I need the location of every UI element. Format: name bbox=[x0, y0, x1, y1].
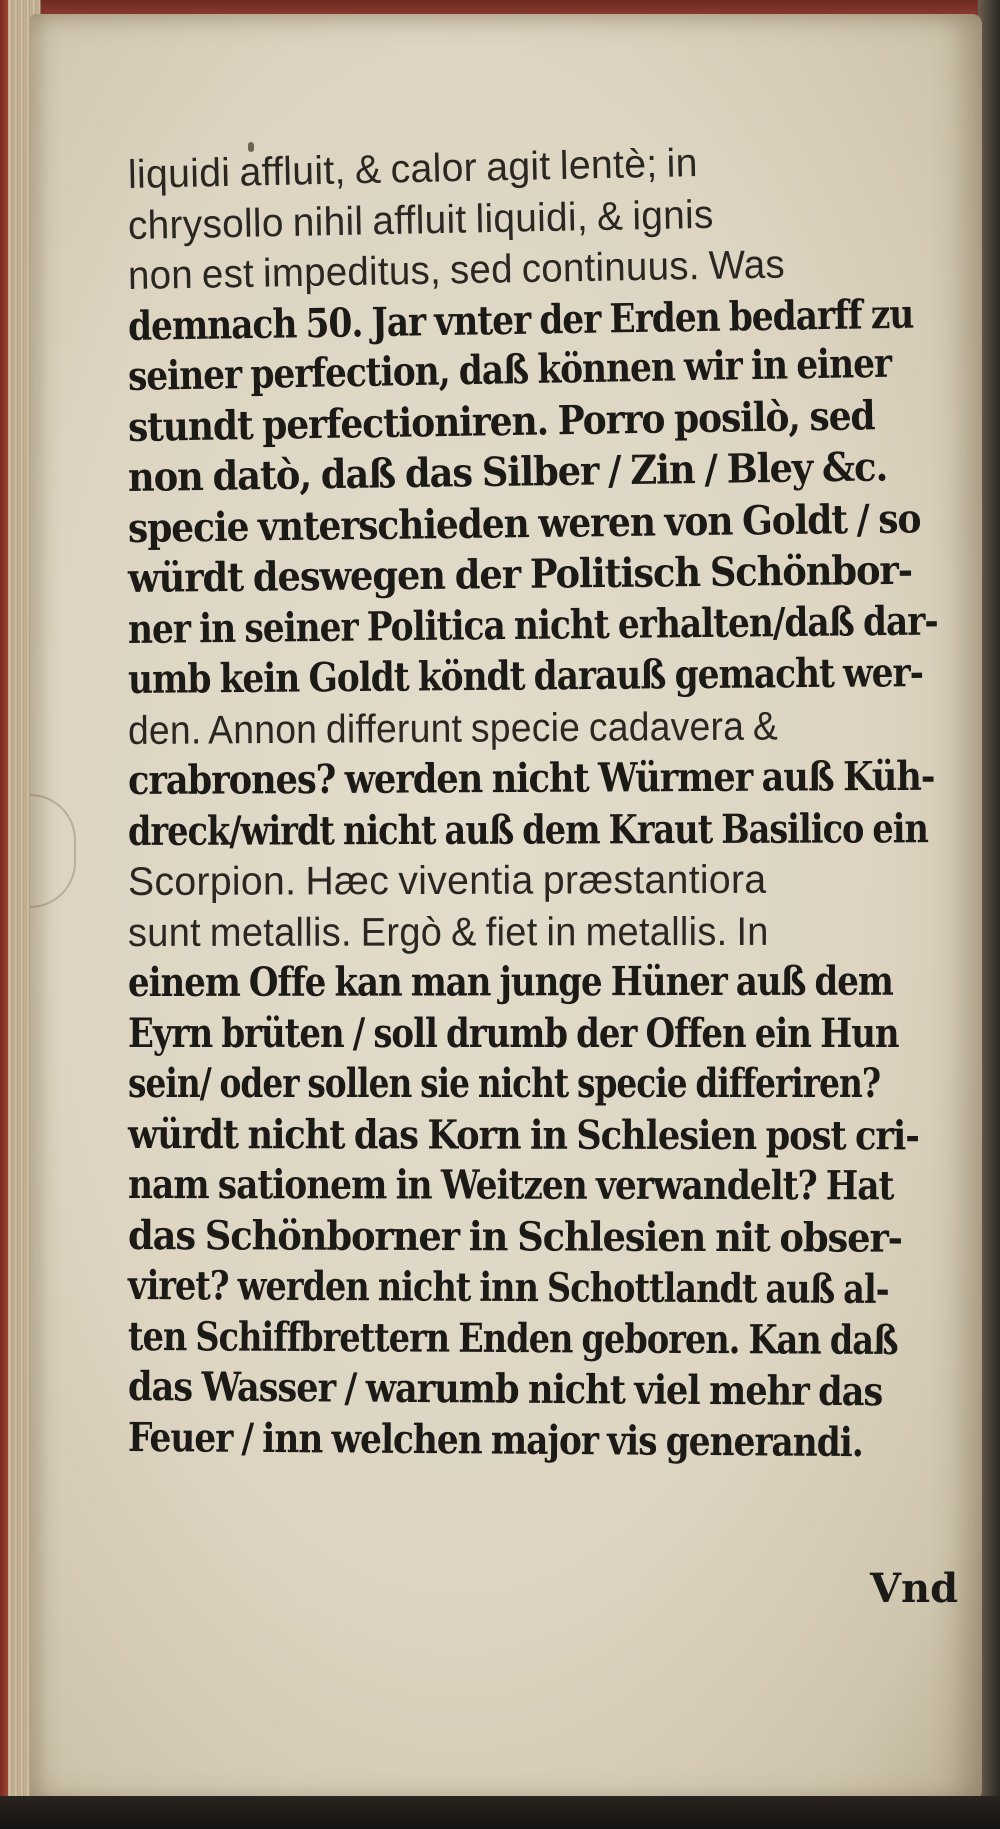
text-line-26: Feuer / inn welchen major vis generandi. bbox=[127, 1413, 863, 1466]
text-line-3: non est impeditus, sed continuus. Was bbox=[127, 242, 786, 298]
text-line-1: liquidi affluit, & calor agit lentè; in bbox=[127, 141, 699, 197]
text-line-22: das Schönborner in Schlesien nit obser- bbox=[127, 1211, 902, 1262]
binding-edge bbox=[0, 0, 8, 1829]
text-line-15: Scorpion. Hæc viventia præstantiora bbox=[127, 857, 767, 904]
text-line-8: specie vnterschieden weren von Goldt / so bbox=[127, 494, 921, 552]
page-text bbox=[127, 141, 968, 1466]
text-line-14: dreck/wirdt nicht auß dem Kraut Basilico ein bbox=[127, 804, 929, 855]
text-line-16: sunt metallis. Ergò & fiet in metallis. In bbox=[127, 909, 769, 955]
text-line-17: einem Offe kan man junge Hüner auß dem bbox=[127, 957, 893, 1006]
text-line-4: demnach 50. Jar vnter der Erden bedarff zu bbox=[127, 290, 914, 350]
text-line-21: nam sationem in Weitzen verwandelt? Hat bbox=[127, 1161, 894, 1210]
text-line-9: würdt deswegen der Politisch Schönbor- bbox=[127, 546, 913, 602]
text-line-11: umb kein Goldt köndt darauß gemacht wer- bbox=[127, 649, 924, 703]
text-line-19: sein/ oder sollen sie nicht specie differiren? bbox=[128, 1060, 881, 1107]
text-line-25: das Wasser / warumb nicht viel mehr das bbox=[127, 1363, 883, 1416]
text-line-2: chrysollo nihil affluit liquidi, & ignis bbox=[127, 192, 714, 248]
text-line-5: seiner perfection, daß können wir in einer bbox=[127, 339, 892, 400]
text-line-18: Eyrn brüten / soll drumb der Offen ein Hun bbox=[128, 1009, 899, 1057]
catchword: Vnd bbox=[870, 1565, 959, 1612]
text-line-7: non datò, daß das Silber / Zin / Bley &c. bbox=[127, 443, 888, 501]
text-line-20: würdt nicht das Korn in Schlesien post cri- bbox=[127, 1110, 919, 1159]
text-line-13: crabrones? werden nicht Würmer auß Küh- bbox=[127, 752, 935, 804]
page-fold-mark bbox=[30, 794, 76, 908]
text-line-23: viret? werden nicht inn Schottlandt auß al- bbox=[127, 1262, 889, 1313]
text-line-10: ner in seiner Politica nicht erhalten/daß dar- bbox=[127, 597, 938, 653]
text-line-24: ten Schiffbrettern Enden geboren. Kan daß bbox=[127, 1312, 898, 1364]
text-line-12: den. Annon differunt specie cadavera & bbox=[127, 703, 779, 753]
book-bottom-edge bbox=[0, 1796, 1000, 1829]
text-line-6: stundt perfectioniren. Porro posilò, sed bbox=[127, 391, 875, 451]
